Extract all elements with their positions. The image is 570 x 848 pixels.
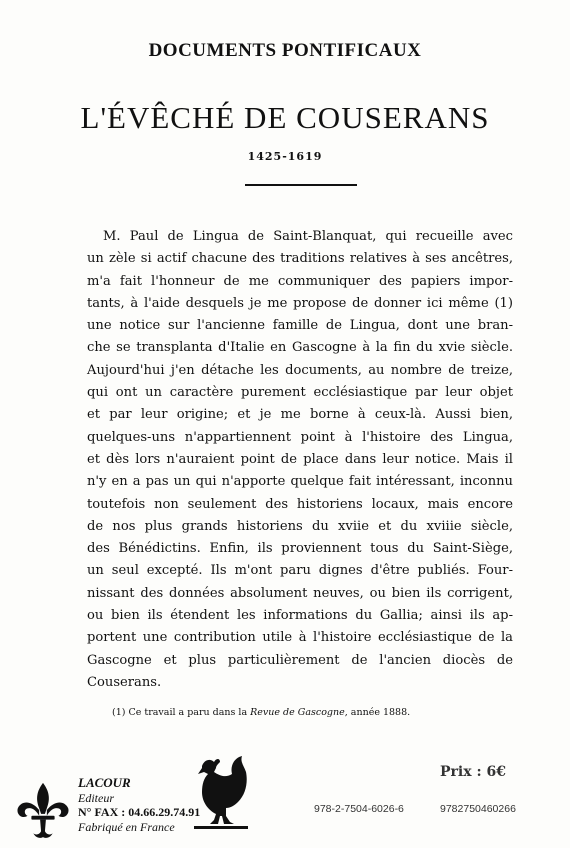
title-rule [245,184,357,186]
footnote-journal: Revue de Gascogne [250,707,345,718]
text-line: Gascogne et plus particulièrement de l'ancien diocès de [87,652,513,668]
fleur-de-lis-icon [14,780,72,840]
publisher-role: Editeur [78,790,114,805]
rooster-icon [190,752,252,832]
page-title: L'ÉVÊCHÉ DE COUSERANS [80,100,490,135]
isbn: 978-2-7504-6026-6 [314,803,404,815]
text-line: et par leur origine; et je me borne à ceux-là. Aussi bien, [87,407,513,423]
text-line: de nos plus grands historiens du xviie et du xviiie siècle, [87,518,513,534]
body-paragraph [87,226,513,694]
text-line: des Bénédictins. Enfin, ils proviennent tous du Saint-Siège, [87,541,513,557]
footnote-prefix: (1) Ce travail a paru dans la [112,707,251,718]
publisher-fax: N° FAX : 04.66.29.74.91 [78,805,201,819]
footnote-suffix: , année 1888. [344,707,411,718]
text-line: portent une contribution utile à l'histoire ecclésiastique de la [87,630,513,646]
made-in-label: Fabriqué en France [78,819,175,834]
text-line: m'a fait l'honneur de me communiquer des papiers impor- [87,273,513,289]
text-line: une notice sur l'ancienne famille de Lingua, dont une bran- [87,318,513,334]
text-line: quelques-uns n'appartiennent point à l'histoire des Lingua, [87,429,513,445]
text-line: nissant des données absolument neuves, ou bien ils corrigent, [87,585,513,601]
text-line: M. Paul de Lingua de Saint-Blanquat, qui recueille avec [103,229,513,244]
ean-code: 9782750460266 [440,803,516,815]
price-label: Prix : 6€ [440,764,506,780]
text-line: qui ont un caractère purement ecclésiastique par leur objet [87,385,513,401]
text-line: che se transplanta d'Italie en Gascogne à la fin du xvie siècle. [87,340,513,356]
text-line: tants, à l'aide desquels je me propose de donner ici même (1) [87,295,513,311]
text-line: et dès lors n'auraient point de place dans leur notice. Mais il [87,451,513,467]
date-range: 1425-1619 [247,150,323,163]
text-line: ou bien ils étendent les informations du Gallia; ainsi ils ap- [87,608,513,624]
footnote [112,707,512,718]
text-line: Couserans. [87,674,162,690]
text-line: un seul excepté. Ils m'ont paru dignes d'être publiés. Four- [87,563,513,579]
publisher-name: LACOUR [78,775,131,790]
text-line: toutefois non seulement des historiens locaux, mais encore [87,496,513,512]
text-line: un zèle si actif chacune des traditions relatives à ses ancêtres, [87,251,513,267]
series-title: DOCUMENTS PONTIFICAUX [148,40,422,61]
text-line: n'y en a pas un qui n'apporte quelque fait intéressant, inconnu [87,474,513,490]
text-line: Aujourd'hui j'en détache les documents, au nombre de treize, [87,362,513,378]
